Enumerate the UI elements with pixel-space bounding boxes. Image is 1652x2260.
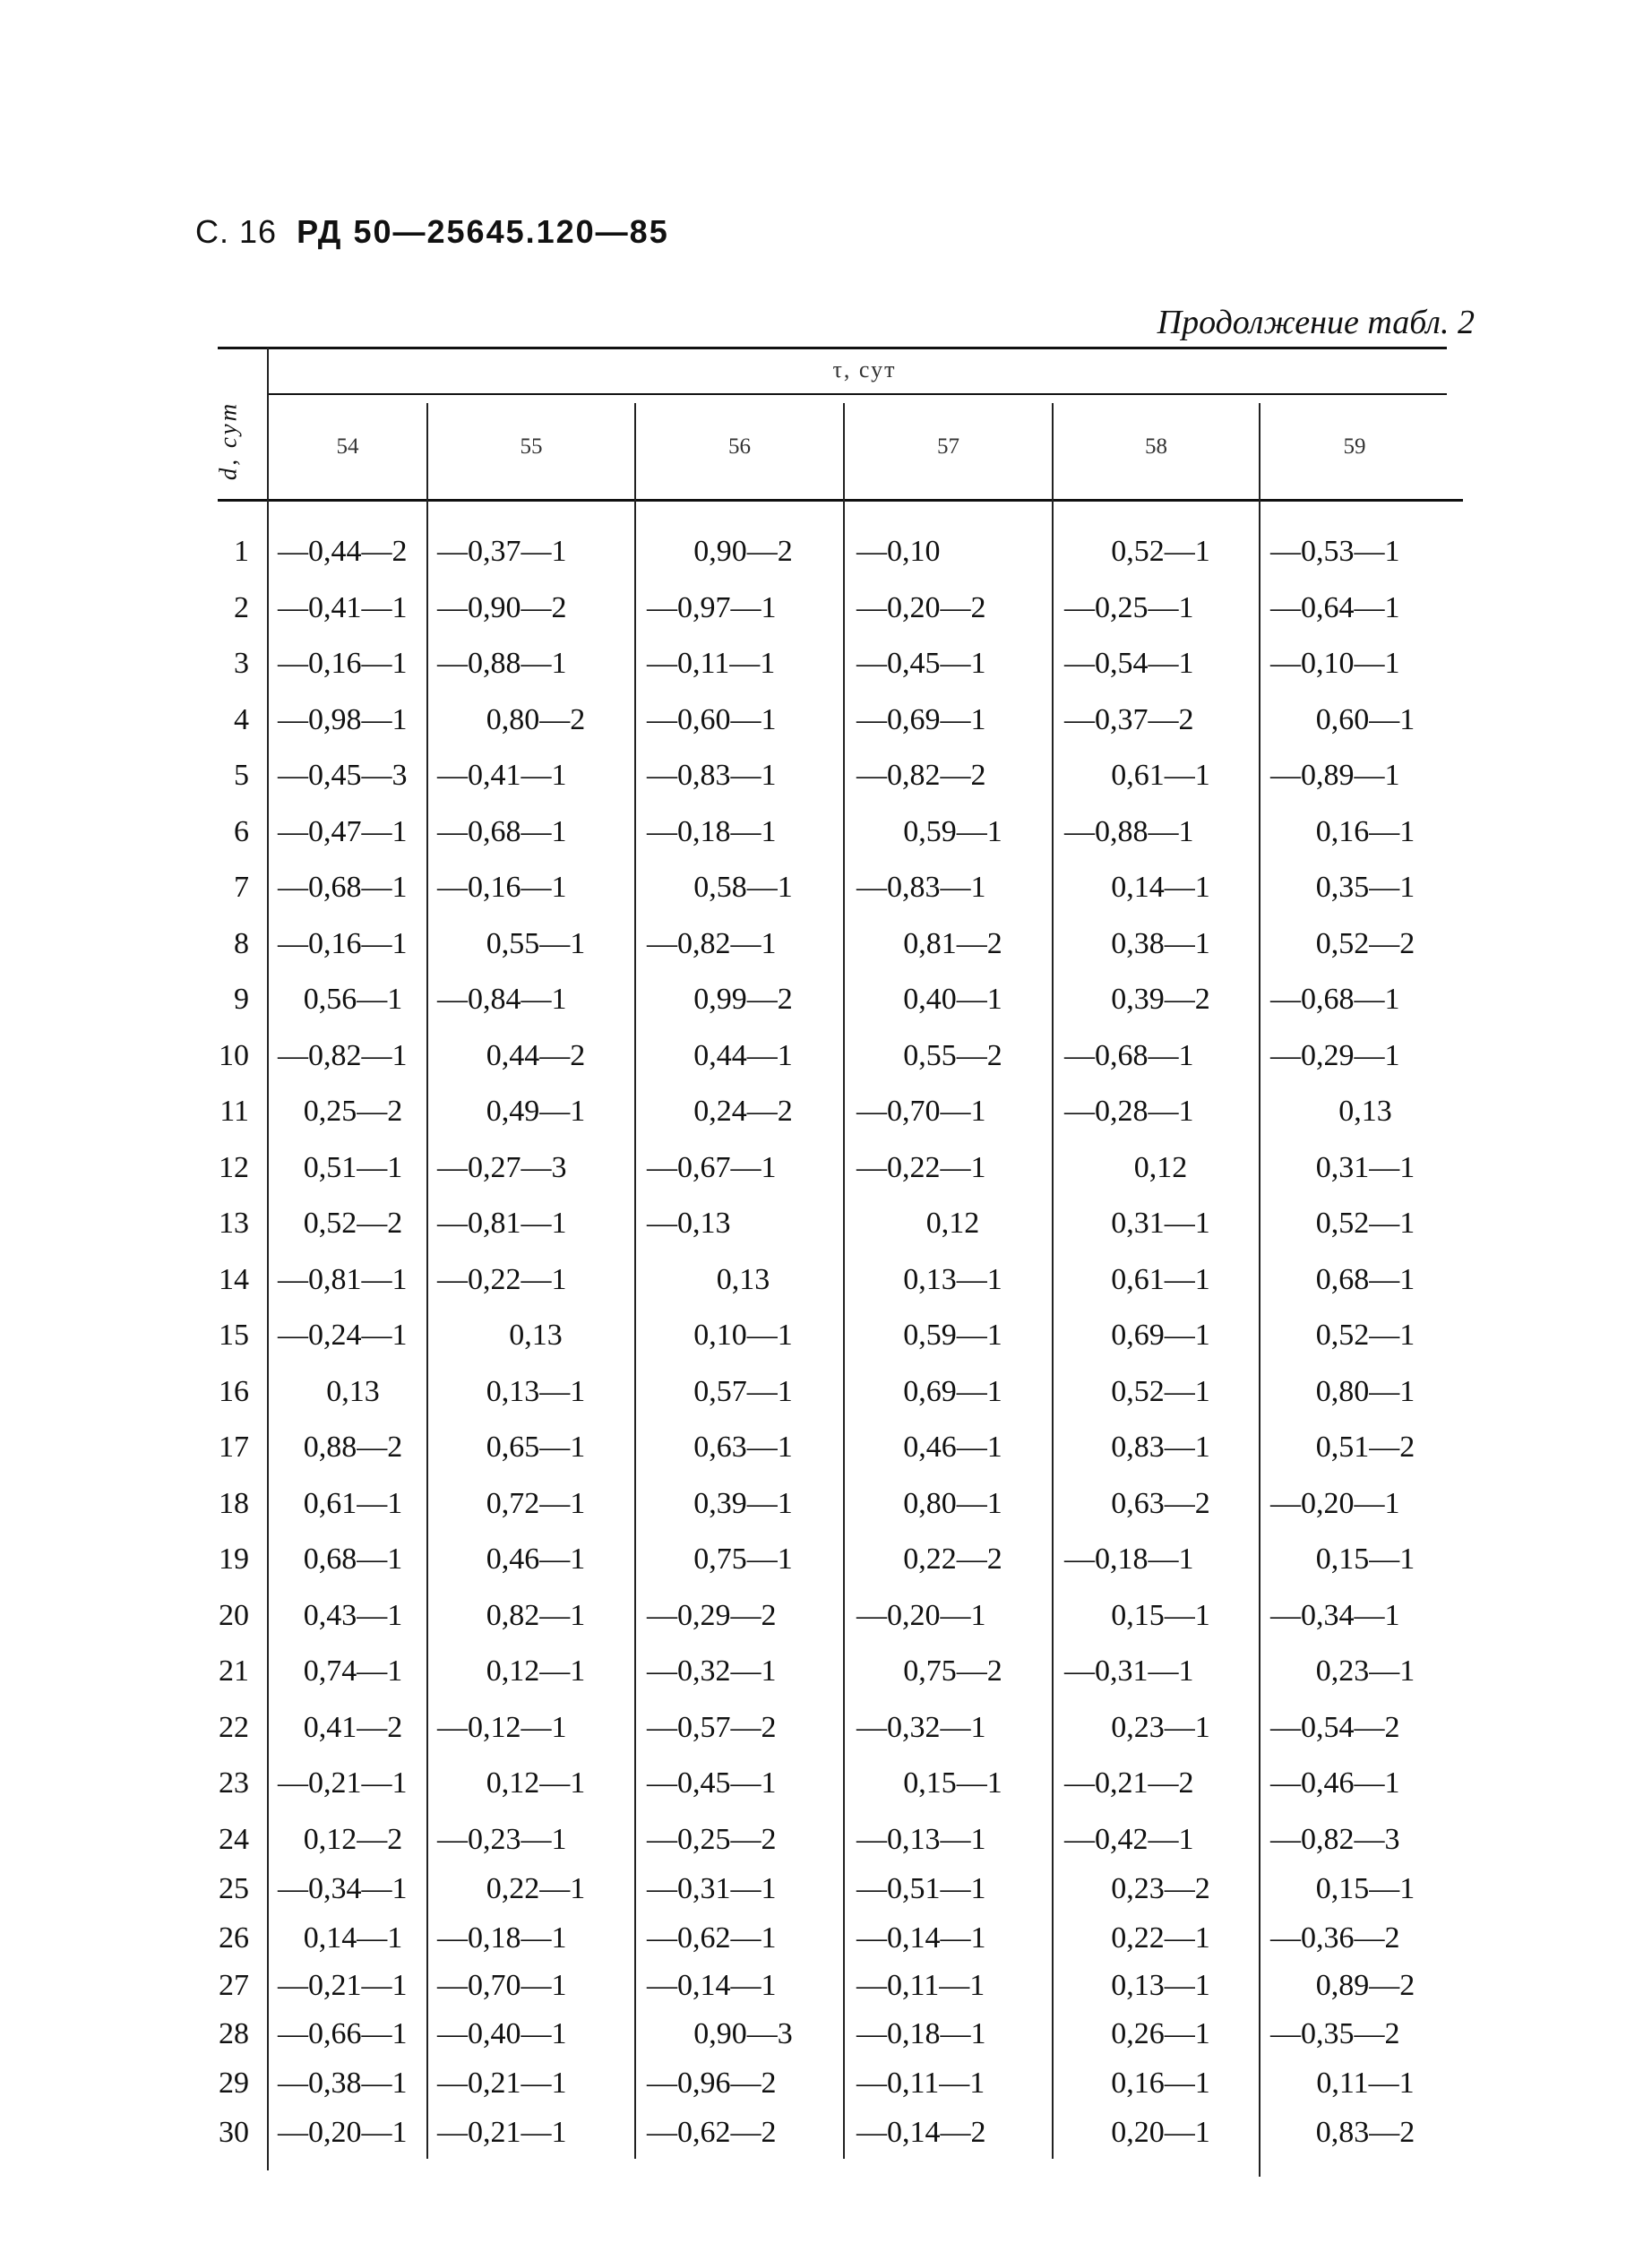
table-cell: —0,16—1: [278, 647, 408, 680]
table-cell: 0,52—2: [303, 1207, 403, 1240]
table-cell: 0,51—2: [1315, 1431, 1415, 1464]
table-cell: —0,20—2: [856, 591, 986, 624]
table-cell: —0,81—1: [278, 1263, 408, 1296]
table-cell: —0,11—1: [856, 2067, 985, 2100]
row-number: 6: [234, 815, 249, 848]
table-cell: 0,39—1: [693, 1487, 793, 1520]
row-number: 13: [219, 1207, 249, 1240]
table-cell: —0,34—1: [278, 1872, 408, 1905]
table-cell: —0,47—1: [278, 815, 408, 848]
table-cell: 0,10—1: [693, 1319, 793, 1352]
table-cell: —0,35—2: [1270, 2017, 1400, 2050]
table-cell: —0,20—1: [856, 1599, 986, 1632]
table-cell: —0,12—1: [437, 1711, 567, 1744]
row-number: 19: [219, 1542, 249, 1576]
table-cell: 0,51—1: [303, 1151, 403, 1184]
column-header: 54: [336, 434, 359, 459]
table-cell: 0,31—1: [1315, 1151, 1415, 1184]
table-cell: —0,83—1: [856, 871, 986, 904]
table-cell: —0,18—1: [647, 815, 777, 848]
page-label: С. 16: [195, 213, 278, 250]
column-header: 57: [937, 434, 959, 459]
table-cell: —0,45—1: [856, 647, 986, 680]
table-cell: 0,68—1: [1315, 1263, 1415, 1296]
table-cell: —0,54—1: [1064, 647, 1194, 680]
table-cell: —0,88—1: [437, 647, 567, 680]
table-cell: 0,14—1: [1111, 871, 1210, 904]
table-cell: —0,88—1: [1064, 815, 1194, 848]
table-cell: —0,89—1: [1270, 759, 1400, 792]
row-number: 18: [219, 1487, 249, 1520]
row-number: 12: [219, 1151, 249, 1184]
table-cell: 0,15—1: [1315, 1542, 1415, 1576]
table-cell: 0,52—1: [1315, 1207, 1415, 1240]
column-header: 55: [520, 434, 543, 459]
table-cell: 0,88—2: [303, 1431, 403, 1464]
table-cell: —0,11—1: [856, 1969, 985, 2002]
row-number: 5: [234, 759, 249, 792]
table-cell: 0,72—1: [486, 1487, 586, 1520]
table-cell: 0,15—1: [1111, 1599, 1210, 1632]
table-cell: 0,56—1: [303, 983, 403, 1016]
table-cell: 0,31—1: [1111, 1207, 1210, 1240]
table-cell: —0,10: [856, 535, 941, 568]
table-cell: —0,21—1: [278, 1766, 408, 1800]
table-cell: 0,43—1: [303, 1599, 403, 1632]
running-header: [195, 213, 669, 251]
table-cell: —0,20—1: [278, 2116, 408, 2149]
table-cell: 0,22—1: [486, 1872, 586, 1905]
table-cell: 0,52—1: [1111, 535, 1210, 568]
table-cell: —0,53—1: [1270, 535, 1400, 568]
table-cell: —0,70—1: [856, 1095, 986, 1128]
table-cell: 0,55—2: [903, 1039, 1002, 1072]
table-cell: 0,55—1: [486, 927, 586, 960]
table-cell: —0,18—1: [856, 2017, 986, 2050]
row-number: 7: [234, 871, 249, 904]
row-number: 22: [219, 1711, 249, 1744]
row-number: 29: [219, 2067, 249, 2100]
table-cell: —0,31—1: [647, 1872, 777, 1905]
table-cell: 0,68—1: [303, 1542, 403, 1576]
table-cell: 0,16—1: [1111, 2067, 1210, 2100]
table-cell: 0,12—1: [486, 1766, 586, 1800]
table-cell: 0,82—1: [486, 1599, 586, 1632]
table-cell: —0,82—3: [1270, 1823, 1400, 1856]
table-cell: 0,15—1: [903, 1766, 1002, 1800]
table-cell: —0,29—1: [1270, 1039, 1400, 1072]
table-cell: —0,45—1: [647, 1766, 777, 1800]
row-number: 21: [219, 1654, 249, 1688]
table-cell: 0,81—2: [903, 927, 1002, 960]
table-cell: —0,24—1: [278, 1319, 408, 1352]
row-number: 24: [219, 1823, 249, 1856]
table-cell: 0,59—1: [903, 815, 1002, 848]
table-cell: 0,41—2: [303, 1711, 403, 1744]
table-cell: 0,13: [326, 1375, 380, 1408]
row-number: 20: [219, 1599, 249, 1632]
table-cell: —0,67—1: [647, 1151, 777, 1184]
table-cell: —0,45—3: [278, 759, 408, 792]
tau-column-group-header: τ, сут: [832, 357, 897, 382]
table-cell: 0,15—1: [1315, 1872, 1415, 1905]
table-cell: —0,21—1: [437, 2067, 567, 2100]
row-number: 15: [219, 1319, 249, 1352]
table-cell: —0,16—1: [278, 927, 408, 960]
table-cell: 0,80—2: [486, 703, 586, 736]
column-header: 59: [1343, 434, 1366, 459]
row-number: 4: [234, 703, 249, 736]
table-cell: 0,39—2: [1111, 983, 1210, 1016]
table-cell: —0,18—1: [437, 1921, 567, 1955]
table-cell: 0,90—2: [693, 535, 793, 568]
row-number: 27: [219, 1969, 249, 2002]
table-cell: —0,82—1: [278, 1039, 408, 1072]
row-number: 10: [219, 1039, 249, 1072]
table-cell: —0,16—1: [437, 871, 567, 904]
row-number: 17: [219, 1431, 249, 1464]
row-number: 11: [219, 1095, 249, 1128]
table-cell: 0,46—1: [486, 1542, 586, 1576]
table-cell: —0,32—1: [647, 1654, 777, 1688]
column-header: 56: [728, 434, 751, 459]
table-cell: —0,20—1: [1270, 1487, 1400, 1520]
table-cell: —0,36—2: [1270, 1921, 1400, 1955]
table-cell: 0,46—1: [903, 1431, 1002, 1464]
table-cell: 0,57—1: [693, 1375, 793, 1408]
table-cell: —0,82—1: [647, 927, 777, 960]
table-cell: 0,44—1: [693, 1039, 793, 1072]
row-number: 30: [219, 2116, 249, 2149]
table-cell: —0,27—3: [437, 1151, 567, 1184]
table-cell: 0,80—1: [1315, 1375, 1415, 1408]
table-cell: 0,23—1: [1315, 1654, 1415, 1688]
row-number: 23: [219, 1766, 249, 1800]
table-cell: —0,40—1: [437, 2017, 567, 2050]
table-cell: —0,29—2: [647, 1599, 777, 1632]
table-cell: 0,80—1: [903, 1487, 1002, 1520]
table-cell: 0,75—1: [693, 1542, 793, 1576]
table-cell: —0,68—1: [1064, 1039, 1194, 1072]
table-cell: 0,13—1: [903, 1263, 1002, 1296]
table-cell: —0,68—1: [1270, 983, 1400, 1016]
table-cell: —0,51—1: [856, 1872, 986, 1905]
table-cell: 0,61—1: [1111, 759, 1210, 792]
table-cell: —0,22—1: [856, 1151, 986, 1184]
row-number: 16: [219, 1375, 249, 1408]
table-cell: —0,83—1: [647, 759, 777, 792]
table-cell: —0,13—1: [856, 1823, 986, 1856]
table-cell: 0,40—1: [903, 983, 1002, 1016]
table-cell: —0,23—1: [437, 1823, 567, 1856]
table-continuation-caption: Продолжение табл. 2: [1157, 304, 1475, 341]
row-header-label: d, сут: [214, 400, 242, 481]
table-cell: —0,69—1: [856, 703, 986, 736]
table-cell: —0,81—1: [437, 1207, 567, 1240]
table-top-rule: [218, 347, 1447, 349]
table-cell: —0,38—1: [278, 2067, 408, 2100]
table-cell: —0,21—2: [1064, 1766, 1194, 1800]
table-cell: —0,14—1: [856, 1921, 986, 1955]
table-cell: 0,74—1: [303, 1654, 403, 1688]
table-cell: 0,69—1: [1111, 1319, 1210, 1352]
table-cell: 0,61—1: [303, 1487, 403, 1520]
row-number: 14: [219, 1263, 249, 1296]
table-cell: 0,35—1: [1315, 871, 1415, 904]
table-cell: —0,44—2: [278, 535, 408, 568]
table-cell: —0,97—1: [647, 591, 777, 624]
table-cell: —0,70—1: [437, 1969, 567, 2002]
table-cell: —0,32—1: [856, 1711, 986, 1744]
table-cell: 0,13: [716, 1263, 770, 1296]
table-cell: —0,13: [647, 1207, 731, 1240]
row-number: 2: [234, 591, 249, 624]
table-cell: —0,68—1: [437, 815, 567, 848]
table-cell: 0,63—1: [693, 1431, 793, 1464]
table-cell: 0,83—1: [1111, 1431, 1210, 1464]
table-cell: —0,21—1: [278, 1969, 408, 2002]
row-number: 1: [234, 535, 249, 568]
table-cell: 0,65—1: [486, 1431, 586, 1464]
table-cell: 0,12—2: [303, 1823, 403, 1856]
table-cell: —0,57—2: [647, 1711, 777, 1744]
table-cell: —0,60—1: [647, 703, 777, 736]
table-cell: 0,90—3: [693, 2017, 793, 2050]
table-cell: 0,23—1: [1111, 1711, 1210, 1744]
table-cell: 0,13: [509, 1319, 563, 1352]
table-cell: —0,84—1: [437, 983, 567, 1016]
table-cell: —0,41—1: [278, 591, 408, 624]
table-cell: —0,21—1: [437, 2116, 567, 2149]
table-cell: —0,42—1: [1064, 1823, 1194, 1856]
table-cell: 0,58—1: [693, 871, 793, 904]
table-cell: 0,61—1: [1111, 1263, 1210, 1296]
table-cell: —0,37—2: [1064, 703, 1194, 736]
column-header: 58: [1145, 434, 1167, 459]
table-cell: 0,12: [925, 1207, 980, 1240]
table-cell: —0,11—1: [647, 647, 776, 680]
table-cell: 0,12: [1133, 1151, 1188, 1184]
table-cell: 0,52—1: [1111, 1375, 1210, 1408]
table-cell: —0,66—1: [278, 2017, 408, 2050]
table-cell: —0,68—1: [278, 871, 408, 904]
table-cell: —0,25—1: [1064, 591, 1194, 624]
column-divider: [843, 403, 845, 2159]
table-cell: —0,96—2: [647, 2067, 777, 2100]
table-cell: —0,22—1: [437, 1263, 567, 1296]
table-cell: —0,98—1: [278, 703, 408, 736]
table-cell: 0,49—1: [486, 1095, 586, 1128]
table-header-bottom-rule: [218, 499, 1463, 502]
row-number: 3: [234, 647, 249, 680]
table-cell: —0,62—1: [647, 1921, 777, 1955]
table-cell: —0,82—2: [856, 759, 986, 792]
document-id: РД 50—25645.120—85: [297, 213, 669, 250]
table-cell: —0,28—1: [1064, 1095, 1194, 1128]
table-cell: 0,63—2: [1111, 1487, 1210, 1520]
row-header-divider: [267, 348, 269, 2170]
table-cell: 0,22—1: [1111, 1921, 1210, 1955]
table-cell: 0,23—2: [1111, 1872, 1210, 1905]
column-divider: [1259, 403, 1261, 2177]
row-number: 8: [234, 927, 249, 960]
table-cell: 0,75—2: [903, 1654, 1002, 1688]
table-cell: 0,52—1: [1315, 1319, 1415, 1352]
table-cell: —0,46—1: [1270, 1766, 1400, 1800]
table-cell: 0,14—1: [303, 1921, 403, 1955]
table-cell: 0,89—2: [1315, 1969, 1415, 2002]
table-cell: 0,99—2: [693, 983, 793, 1016]
column-divider: [634, 403, 636, 2159]
tau-header-rule: [269, 393, 1447, 395]
table-cell: 0,60—1: [1315, 703, 1415, 736]
row-number: 9: [234, 983, 249, 1016]
table-cell: 0,38—1: [1111, 927, 1210, 960]
table-cell: —0,14—1: [647, 1969, 777, 2002]
table-cell: 0,69—1: [903, 1375, 1002, 1408]
table-cell: —0,34—1: [1270, 1599, 1400, 1632]
table-cell: 0,83—2: [1315, 2116, 1415, 2149]
table-cell: 0,11—1: [1316, 2067, 1415, 2100]
table-cell: —0,62—2: [647, 2116, 777, 2149]
table-cell: 0,25—2: [303, 1095, 403, 1128]
table-cell: —0,90—2: [437, 591, 567, 624]
table-cell: 0,13—1: [1111, 1969, 1210, 2002]
table-cell: 0,22—2: [903, 1542, 1002, 1576]
row-number: 28: [219, 2017, 249, 2050]
table-cell: —0,18—1: [1064, 1542, 1194, 1576]
table-cell: —0,25—2: [647, 1823, 777, 1856]
table-cell: —0,10—1: [1270, 647, 1400, 680]
table-cell: 0,59—1: [903, 1319, 1002, 1352]
table-cell: 0,12—1: [486, 1654, 586, 1688]
table-cell: 0,16—1: [1315, 815, 1415, 848]
table-cell: —0,64—1: [1270, 591, 1400, 624]
row-number: 25: [219, 1872, 249, 1905]
table-cell: —0,14—2: [856, 2116, 986, 2149]
table-cell: —0,54—2: [1270, 1711, 1400, 1744]
table-cell: 0,44—2: [486, 1039, 586, 1072]
table-cell: 0,24—2: [693, 1095, 793, 1128]
table-cell: 0,13—1: [486, 1375, 586, 1408]
table-cell: —0,37—1: [437, 535, 567, 568]
table-cell: 0,20—1: [1111, 2116, 1210, 2149]
column-divider: [1052, 403, 1054, 2159]
table-cell: 0,26—1: [1111, 2017, 1210, 2050]
table-cell: 0,52—2: [1315, 927, 1415, 960]
table-cell: —0,41—1: [437, 759, 567, 792]
row-number: 26: [219, 1921, 249, 1955]
table-cell: —0,31—1: [1064, 1654, 1194, 1688]
table-cell: 0,13: [1338, 1095, 1392, 1128]
